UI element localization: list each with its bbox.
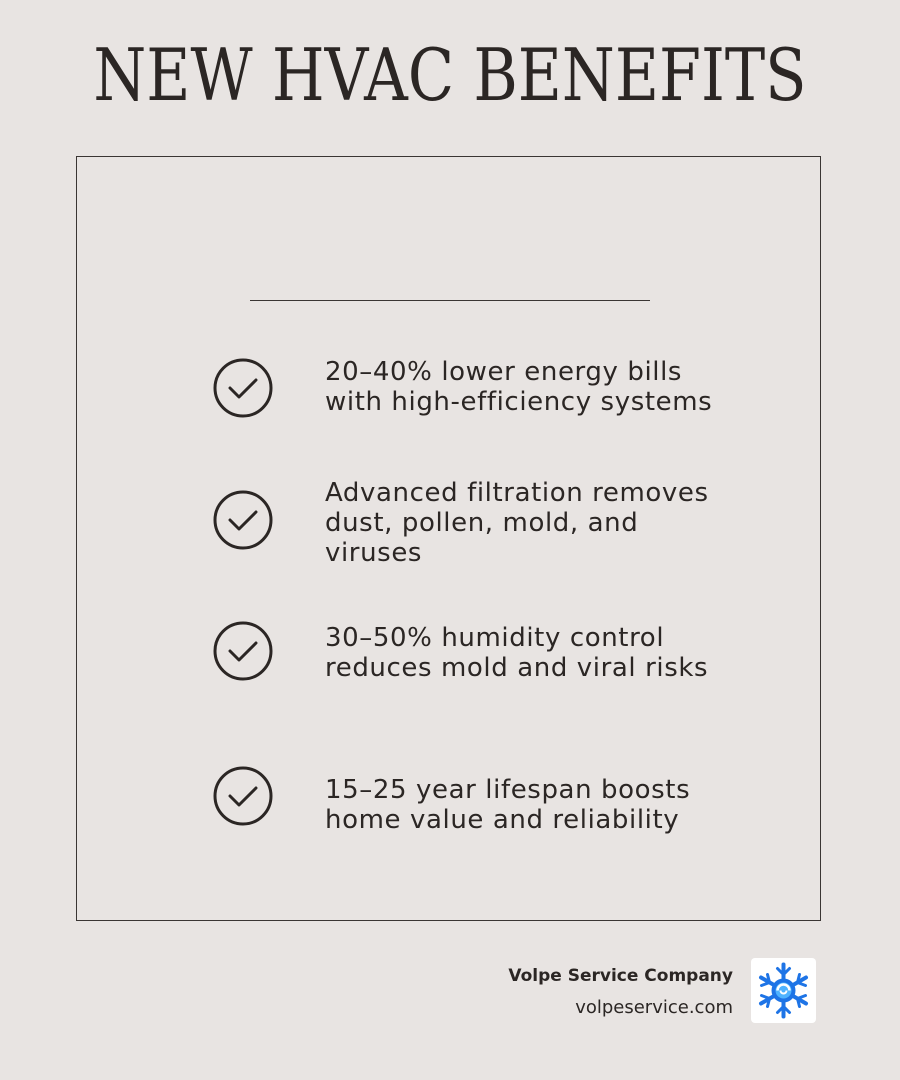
check-circle-icon [212, 765, 274, 827]
snowflake-sun-logo-icon [751, 958, 816, 1023]
company-name: Volpe Service Company [508, 966, 733, 986]
page-title: NEW HVAC BENEFITS [93, 33, 807, 117]
benefit-text: 15–25 year lifespan boosts home value and reliability [325, 775, 691, 835]
benefit-item-lifespan [212, 765, 732, 835]
check-circle-icon [212, 357, 274, 419]
benefit-item-energy [212, 357, 732, 419]
divider-line [250, 300, 650, 301]
check-circle-icon [212, 489, 274, 551]
benefit-text: 20–40% lower energy bills with high-efficiency systems [325, 357, 713, 417]
benefit-text: 30–50% humidity control reduces mold and viral risks [325, 623, 709, 683]
benefit-item-humidity [212, 620, 732, 682]
company-logo [751, 958, 816, 1023]
benefit-text: Advanced filtration removes dust, pollen, mold, and viruses [325, 478, 709, 568]
company-url[interactable]: volpeservice.com [575, 997, 733, 1018]
check-circle-icon [212, 620, 274, 682]
benefit-item-filtration [212, 478, 732, 568]
